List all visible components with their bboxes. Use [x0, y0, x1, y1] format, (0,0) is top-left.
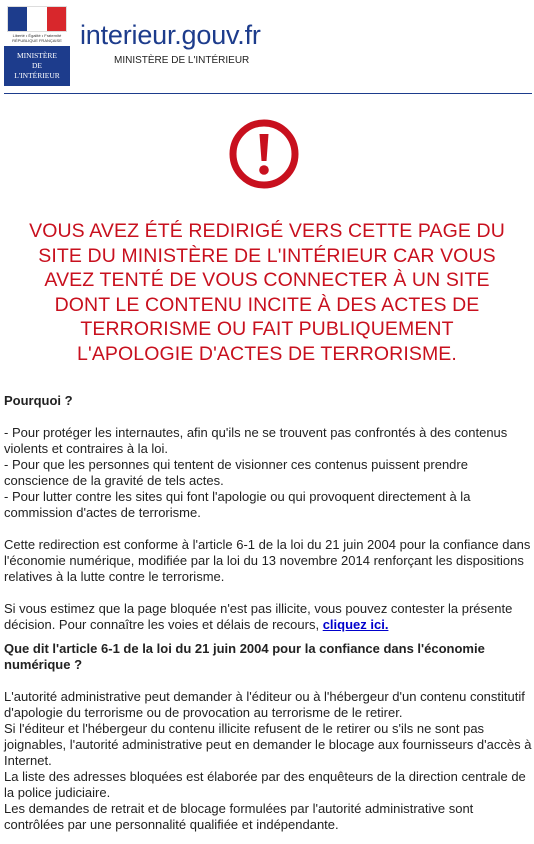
legal-paragraph: Cette redirection est conforme à l'article 6-1 de la loi du 21 juin 2004 pour la confiance dans l'économie numérique, modifiée par la loi du 13 novembre 2014 renforçant les dispositions relatives à la lutte contre le terrorisme.	[4, 537, 531, 584]
page-header	[0, 0, 534, 92]
article-heading: Que dit l'article 6-1 de la loi du 21 juin 2004 pour la confiance dans l'économie numérique ?	[4, 641, 485, 672]
article-line: L'autorité administrative peut demander à l'éditeur ou à l'hébergeur d'un contenu constitutif d'apologie du terrorisme ou de provocation au terrorisme de le retirer.	[4, 689, 525, 720]
appeal-link[interactable]: cliquez ici.	[322, 617, 389, 632]
main-content	[4, 393, 532, 833]
french-flag-icon	[7, 6, 67, 32]
ministry-logo[interactable]	[4, 4, 70, 86]
site-title[interactable]: interieur.gouv.fr	[80, 20, 261, 50]
logo-motto: Liberté • Égalité • Fraternité RÉPUBLIQUE FRANÇAISE	[12, 33, 62, 43]
why-heading: Pourquoi ?	[4, 393, 73, 408]
exclamation-circle-icon	[228, 118, 300, 190]
warning-headline: VOUS AVEZ ÉTÉ REDIRIGÉ VERS CETTE PAGE DU SITE DU MINISTÈRE DE L'INTÉRIEUR CAR VOUS AVEZ TENTÉ DE VOUS CONNECTER À UN SITE DONT LE CONTENU INCITE À DES ACTES DE TERRORISME OU FAIT PUBLIQUEMENT L'APOLOGIE D'ACTES DE TERRORISME.	[29, 220, 505, 365]
article-line: La liste des adresses bloquées est élaborée par des enquêteurs de la direction centrale de la police judiciaire.	[4, 769, 526, 800]
article-line: Les demandes de retrait et de blocage formulées par l'autorité administrative sont contrôlées par une personnalité qualifiée et indépendante.	[4, 801, 474, 832]
contest-paragraph	[4, 601, 532, 633]
contest-text: Si vous estimez que la page bloquée n'est pas illicite, vous pouvez contester la présente décision. Pour connaître les voies et délais de recours,	[4, 601, 513, 632]
reason-item: - Pour protéger les internautes, afin qu'ils ne se trouvent pas confrontés à des contenus violents et contraires à la loi.	[4, 425, 508, 456]
article-line: Si l'éditeur et l'hébergeur du contenu illicite refusent de le retirer ou s'ils ne sont pas joignables, l'autorité administrative peut en demander le blocage aux fournisseurs d'accès à Internet.	[4, 721, 532, 768]
header-divider	[4, 93, 532, 94]
reason-item: - Pour que les personnes qui tentent de visionner ces contenus puissent prendre conscience de la gravité de tels actes.	[4, 457, 468, 488]
logo-ministry-name: MINISTÈRE DE L'INTÉRIEUR	[4, 46, 70, 86]
site-subtitle: MINISTÈRE DE L'INTÉRIEUR	[114, 55, 250, 66]
reason-item: - Pour lutter contre les sites qui font l'apologie ou qui provoquent directement à la commission d'actes de terrorisme.	[4, 489, 471, 520]
